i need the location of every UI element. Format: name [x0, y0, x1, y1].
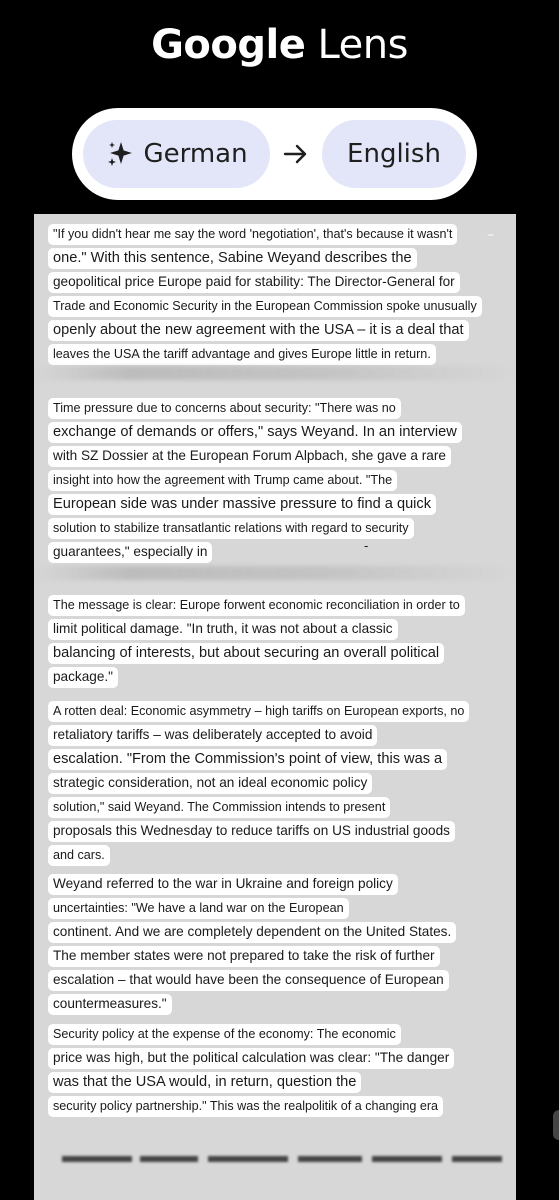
brand-name: Google [151, 22, 306, 68]
text-line[interactable]: guarantees," especially in [48, 542, 212, 563]
text-line[interactable]: package." [48, 667, 118, 688]
cut-off-text-line [48, 1150, 508, 1164]
text-line[interactable]: with SZ Dossier at the European Forum Alpbach, she gave a rare [48, 446, 451, 467]
paragraph-1 [48, 224, 518, 368]
text-line[interactable]: and cars. [48, 845, 110, 866]
text-line[interactable]: The member states were not prepared to take the risk of further [48, 946, 440, 967]
blurred-text-strip [34, 366, 516, 380]
paragraph-4 [48, 701, 518, 869]
paragraph-6 [48, 1024, 518, 1120]
text-line[interactable]: leaves the USA the tariff advantage and gives Europe little in return. [48, 344, 436, 365]
scroll-handle[interactable] [553, 1110, 559, 1140]
text-line[interactable]: Security policy at the expense of the economy: The economic [48, 1024, 401, 1045]
edge-dash: – [487, 227, 494, 243]
text-line[interactable]: exchange of demands or offers," says Weyand. In an interview [48, 422, 462, 443]
text-line[interactable]: The message is clear: Europe forwent economic reconciliation in order to [48, 595, 465, 616]
arrow-right-icon[interactable] [280, 134, 312, 174]
text-line[interactable]: Weyand referred to the war in Ukraine and foreign policy [48, 874, 398, 895]
text-line[interactable]: openly about the new agreement with the USA – it is a deal that [48, 320, 469, 341]
blurred-text-strip [34, 566, 516, 580]
source-language-button[interactable] [83, 120, 270, 188]
paragraph-3 [48, 595, 518, 691]
text-line[interactable]: limit political damage. "In truth, it was not about a classic [48, 619, 398, 640]
paragraph-5 [48, 874, 518, 1018]
text-line[interactable]: solution," said Weyand. The Commission intends to present [48, 797, 390, 818]
app-title [0, 22, 559, 68]
text-line[interactable]: countermeasures." [48, 994, 172, 1015]
source-language-label: German [143, 139, 248, 169]
target-language-label: English [347, 139, 441, 169]
text-line[interactable]: one." With this sentence, Sabine Weyand describes the [48, 248, 417, 269]
product-name: Lens [317, 22, 408, 68]
text-line[interactable]: geopolitical price Europe paid for stability: The Director-General for [48, 272, 460, 293]
text-line[interactable]: strategic consideration, not an ideal economic policy [48, 773, 372, 794]
text-line[interactable]: uncertainties: "We have a land war on the European [48, 898, 349, 919]
text-line[interactable]: European side was under massive pressure to find a quick [48, 494, 436, 515]
text-line[interactable]: Time pressure due to concerns about security: "There was no [48, 398, 401, 419]
language-selector [72, 108, 477, 200]
text-line[interactable]: was that the USA would, in return, question the [48, 1072, 361, 1093]
text-line[interactable]: balancing of interests, but about securing an overall political [48, 643, 444, 664]
paragraph-2 [48, 398, 518, 566]
text-line[interactable]: solution to stabilize transatlantic relations with regard to security [48, 518, 414, 539]
target-language-button[interactable] [322, 120, 466, 188]
sparkle-icon [105, 139, 135, 169]
text-line[interactable]: Trade and Economic Security in the European Commission spoke unusually [48, 296, 482, 317]
text-line[interactable]: proposals this Wednesday to reduce tariffs on US industrial goods [48, 821, 455, 842]
text-line[interactable]: "If you didn't hear me say the word 'negotiation', that's because it wasn't [48, 224, 457, 245]
text-line[interactable]: escalation. "From the Commission's point of view, this was a [48, 749, 447, 770]
text-line[interactable]: insight into how the agreement with Trump came about. "The [48, 470, 397, 491]
text-line[interactable]: continent. And we are completely dependent on the United States. [48, 922, 456, 943]
translated-document [34, 214, 516, 1200]
gap-dash: - [364, 539, 369, 553]
text-line[interactable]: A rotten deal: Economic asymmetry – high tariffs on European exports, no [48, 701, 469, 722]
text-line[interactable]: security policy partnership." This was the realpolitik of a changing era [48, 1096, 443, 1117]
text-line[interactable]: price was high, but the political calculation was clear: "The danger [48, 1048, 454, 1069]
text-line[interactable]: escalation – that would have been the consequence of European [48, 970, 449, 991]
text-line[interactable]: retaliatory tariffs – was deliberately accepted to avoid [48, 725, 377, 746]
